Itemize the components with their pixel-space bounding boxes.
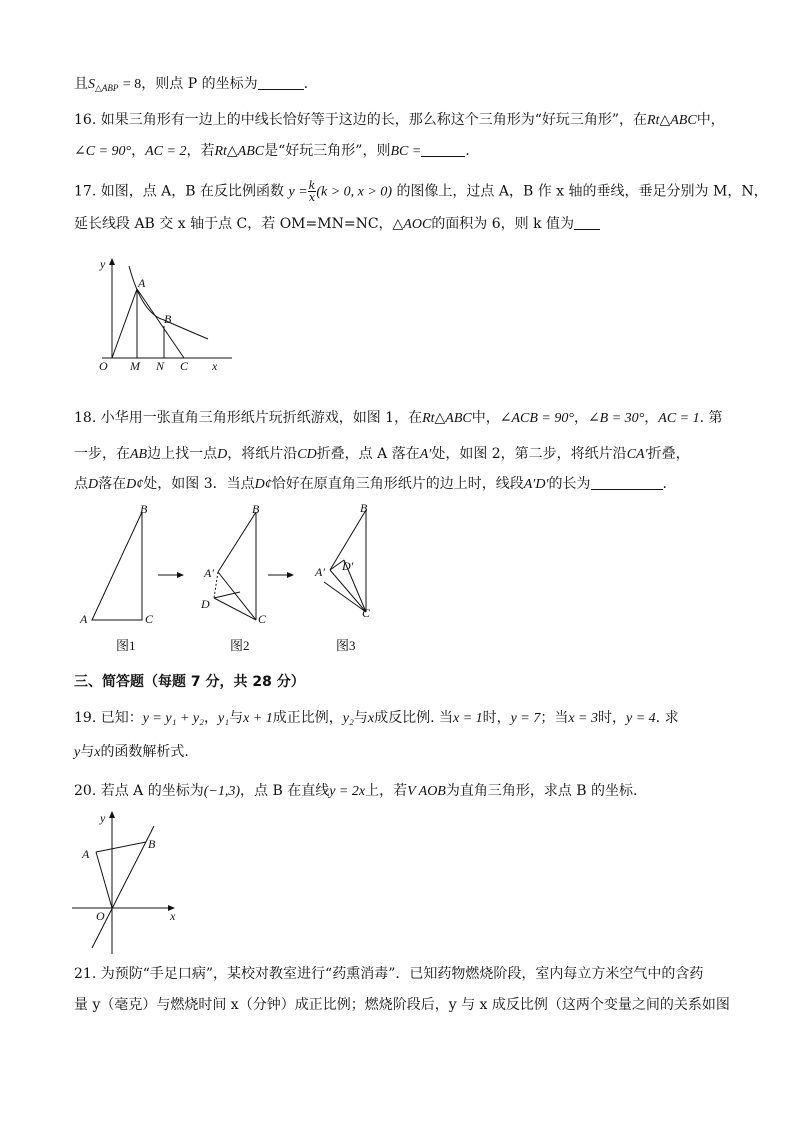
label-B: B — [164, 312, 172, 326]
caption-fig2: 图2 — [230, 638, 250, 653]
section-title: 三、简答题（每题 7 分，共 28 分） — [74, 674, 305, 690]
label-B: B — [148, 837, 156, 851]
question-number: 21. — [74, 966, 97, 982]
y-arrow — [109, 258, 115, 265]
segment-AB — [96, 842, 146, 852]
answer-blank[interactable] — [591, 475, 663, 490]
fig2-label-A-prime: A′ — [204, 566, 214, 580]
question-number: 16. — [74, 112, 97, 128]
q18-line3: 点D落在D¢处，如图 3．当点D¢恰好在原直角三角形纸片的边上时，线段A′D′的长为 . — [74, 476, 667, 492]
question-number: 20. — [74, 783, 97, 799]
segment-OA — [96, 852, 112, 908]
arrow-2-head — [287, 572, 294, 578]
fraction-k-over-x: $\frac{k}{x}$ — [308, 179, 316, 204]
segment-A-prime-D — [214, 572, 218, 598]
label-x: x — [170, 909, 176, 923]
q20-line1: 20. 若点 A 的坐标为(−1,3)，点 B 在直线y = 2x上，若V AOB为直角三角形，求点 B 的坐标. — [74, 783, 638, 799]
label-A: A — [138, 276, 146, 290]
y-arrow — [109, 811, 115, 818]
q21-line2: 量 y（毫克）与燃烧时间 x（分钟）成正比例；燃烧阶段后，y 与 x 成反比例（这两个变量之间的关系如图 — [74, 997, 730, 1013]
q18-line2: 一步，在AB边上找一点D，将纸片沿CD折叠，点 A 落在A′处，如图 2，第二步，将纸片沿CA′折叠， — [74, 446, 690, 462]
q18-figures — [70, 500, 400, 660]
q16-line1: 16. 如果三角形有一边上的中线长恰好等于这边的长，那么称这个三角形为“好玩三角形”，在Rt△ABC中， — [74, 112, 725, 128]
fig2-label-D: D — [201, 597, 210, 611]
fig2-label-B: B — [252, 502, 260, 516]
q17-figure — [82, 256, 242, 376]
answer-blank[interactable] — [574, 215, 600, 230]
line-y-eq-2x — [92, 826, 154, 948]
fig3-label-A-prime: A′ — [315, 565, 325, 579]
fig3-label-B: B — [360, 501, 368, 515]
fig1-label-C: C — [145, 612, 154, 626]
segment-A-prime-C-3 — [330, 570, 366, 612]
q21-line1: 21. 为预防“手足口病”，某校对教室进行“药熏消毒”．已知药物燃烧阶段，室内每立方米空气中的含药 — [74, 966, 704, 982]
answer-blank[interactable] — [258, 75, 304, 90]
question-number: 18. — [74, 410, 97, 426]
label-y: y — [100, 811, 106, 825]
segment-OA — [112, 289, 137, 358]
figure-3 — [314, 501, 371, 653]
question-number: 17. — [74, 183, 97, 200]
triangle-ABC — [92, 512, 142, 620]
fig1-label-B: B — [140, 502, 148, 516]
segment-AC — [137, 289, 184, 358]
fig3-label-C: C — [362, 606, 371, 620]
arrow-1-head — [177, 572, 184, 578]
figure-1 — [79, 502, 154, 653]
label-O: O — [99, 359, 108, 373]
segment-BA-prime — [218, 512, 256, 572]
caption-fig1: 图1 — [116, 638, 136, 653]
fig3-label-D-prime: D′ — [342, 559, 354, 573]
q20-figure — [72, 808, 202, 956]
label-O: O — [96, 909, 105, 923]
q18-line1: 18. 小华用一张直角三角形纸片玩折纸游戏，如图 1，在Rt△ABC中，∠ACB = 90°，∠B = 30°，AC = 1. 第 — [74, 410, 723, 426]
label-C: C — [180, 359, 189, 373]
q17-line2: 延长线段 AB 交 x 轴于点 C，若 OM=MN=NC，△AOC的面积为 6，则 k 值为 — [74, 214, 734, 235]
label-A: A — [82, 847, 90, 861]
fig2-label-C: C — [258, 612, 267, 626]
area-symbol: $S_{\triangle ABP}$ — [88, 77, 119, 93]
figure-2 — [200, 502, 267, 653]
label-y: y — [100, 257, 106, 271]
label-x: x — [212, 359, 218, 373]
caption-fig3: 图3 — [336, 638, 356, 653]
label-N: N — [156, 359, 165, 373]
q15-tail-line: 且$S_{\triangle ABP} = 8$，则点 P 的坐标为 . — [74, 76, 309, 93]
q17-line1: 17. 如图，点 A，B 在反比例函数 y = $\frac{k}{x}$ (k > 0, x > 0) 的图像上，过点 A，B 作 x 轴的垂线，垂足分别为 M，N， — [74, 179, 768, 204]
q16-line2: ∠C = 90°，AC = 2，若Rt△ABC是“好玩三角形”，则BC = . — [74, 143, 470, 159]
question-number: 19. — [74, 710, 97, 726]
q19-line1: 19. 已知：y = y₁ + y₂，y₁与x + 1成正比例，y₂与x成反比例. 当x = 1时，y = 7；当x = 3时，y = 4. 求 — [74, 710, 679, 726]
answer-blank[interactable] — [421, 142, 465, 157]
fig1-label-A: A — [80, 612, 88, 626]
q19-line2: y与x的函数解析式. — [74, 744, 189, 760]
label-M: M — [130, 359, 140, 373]
segment-DC — [214, 598, 256, 620]
